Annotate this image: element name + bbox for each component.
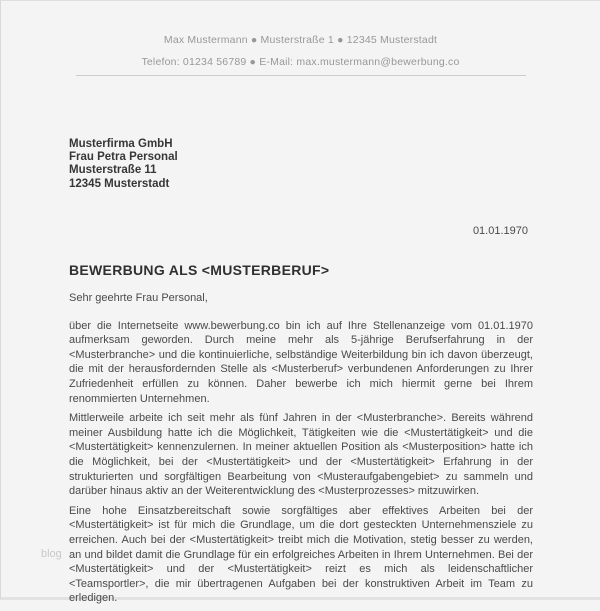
body-paragraph-3: Eine hohe Einsatzbereitschaft sowie sorgfältiges aber effektives Arbeiten bei der <Mustertätigkeit> ist für mich die Grundlage, um die dort gesteckten Unternehmensziele zu erreichen. Auch bei der <Mustertätigkeit> treibt mich die Motivation, stetig besser zu werden, an und bildet damit die Grundlage für ein erfolgreiches Arbeiten in Ihrem Unternehmen. Bei der <Mustertätigkeit> und der <Mustertätigkeit> reizt es mich als leidenschaftlicher <Teamsportler>, die mir übertragenen Aufgaben bei der konstruktiven Arbeit im Team zu erledigen. [69,504,533,605]
recipient-company: Musterfirma GmbH [69,138,173,150]
salutation: Sehr geehrte Frau Personal, [69,292,208,304]
subject-line: BEWERBUNG ALS <MUSTERBERUF> [69,262,330,278]
header-divider [76,75,526,76]
letter-body [69,291,533,611]
recipient-address [69,138,178,191]
recipient-contact-person: Frau Petra Personal [69,151,178,164]
body-paragraph-1: über die Internetseite www.bewerbung.co bin ich auf Ihre Stellenanzeige vom 01.01.1970 aufmerksam geworden. Durch meine mehr als 5-jährige Berufserfahrung in der <Musterbranche> und die kontinuierliche, selbständige Weiterbildung bin ich davon überzeugt, die mit der herausfordernden Stelle als <Musterberuf> verbundenen Anforderungen zu Ihrer Zufriedenheit erfüllen zu können. Daher bewerbe ich mich hiermit gerne bei Ihrem renommierten Unternehmen. [69,319,533,405]
watermark-text: blog [41,548,62,560]
letter-date: 01.01.1970 [472,225,528,237]
body-paragraph-2: Mittlerweile arbeite ich seit mehr als fünf Jahren in der <Musterbranche>. Bereits während meiner Ausbildung hatte ich die Möglichkeit, Tätigkeiten wie die <Mustertätigkeit> und die <Mustertätigkeit> kennenzulernen. In meiner aktuellen Position als <Musterposition> hatte ich die Möglichkeit, bei der <Mustertätigkeit> und der <Mustertätigkeit> Erfahrung in der strukturierten und sorgfältigen Bearbeitung von <Musteraufgabengebiet> zu sammeln und darüber hinaus aktiv an der Weiterentwicklung des <Musterprozesses> mitzuwirken. [69,412,533,498]
sender-contact-line: Telefon: 01234 56789 ● E-Mail: max.mustermann@bewerbung.co [141,56,460,68]
sender-address-line: Max Mustermann ● Musterstraße 1 ● 12345 Musterstadt [163,34,438,46]
recipient-city: 12345 Musterstadt [69,177,170,190]
sender-header [1,34,600,78]
recipient-street: Musterstraße 11 [69,164,157,177]
